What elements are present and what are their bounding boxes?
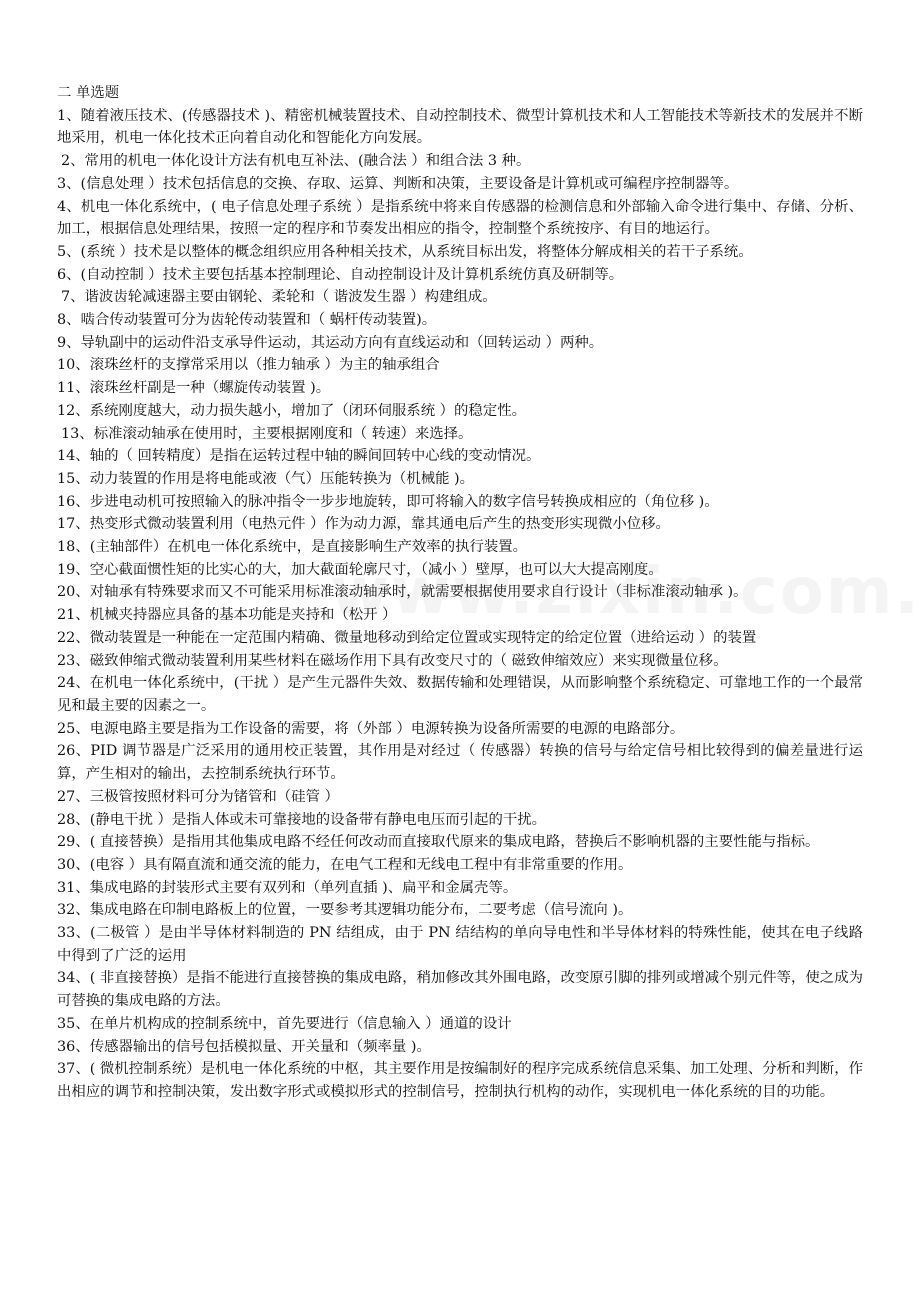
question-item: 14、轴的（ 回转精度）是指在运转过程中轴的瞬间回转中心线的变动情况。 (57, 448, 541, 465)
question-item: 29、( 直接替换）是指用其他集成电路不经任何改动而直接取代原来的集成电路，替换后不影响机器的主要性能与指标。 (57, 834, 820, 851)
question-item: 9、导轨副中的运动件沿支承导件运动，其运动方向有直线运动和（回转运动 ）两种。 (57, 334, 604, 351)
question-item: 20、对轴承有特殊要求而又不可能采用标准滚动轴承时，就需要根据使用要求自行设计（非标准滚动轴承 )。 (57, 584, 748, 601)
question-item: 17、热变形式微动装置利用（电热元件 ）作为动力源，靠其通电后产生的热变形实现微小位移。 (57, 516, 670, 533)
question-item: 18、(主轴部件）在机电一体化系统中，是直接影响生产效率的执行装置。 (57, 539, 528, 556)
question-item: 28、(静电干扰 ）是指人体或未可靠接地的设备带有静电电压而引起的干扰。 (57, 811, 547, 828)
question-item: 8、啮合传动装置可分为齿轮传动装置和（ 蜗杆传动装置)。 (57, 312, 437, 329)
question-item: 24、在机电一体化系统中，(干扰 ）是产生元器件失效、数据传输和处理错误，从而影响整个系统稳定、可靠地工作的一个最常见和最主要的因素之一。 (57, 675, 863, 714)
question-item: 34、( 非直接替换）是指不能进行直接替换的集成电路，稍加修改其外围电路，改变原引脚的排列或增减个别元件等，使之成为可替换的集成电路的方法。 (57, 970, 863, 1010)
question-item: 12、系统刚度越大，动力损失越小，增加了（闭环伺服系统 ）的稳定性。 (57, 402, 526, 419)
question-item: 5、(系统 ）技术是以整体的概念组织应用各种相关技术，从系统目标出发，将整体分解成相关的若干子系统。 (57, 243, 753, 260)
question-item: 21、机械夹持器应具备的基本功能是夹持和（松开 ） (57, 607, 397, 624)
question-item: 7、谐波齿轮减速器主要由钢轮、柔轮和（ 谐波发生器 ）构建组成。 (61, 289, 497, 306)
question-item: 1、随着液压技术、(传感器技术 )、精密机械装置技术、自动控制技术、微型计算机技术和人工智能技术等新技术的发展并不断地采用，机电一体化技术正向着自动化和智能化方向发展。 (57, 107, 863, 147)
question-item: 26、PID 调节器是广泛采用的通用校正装置，其作用是对经过（ 传感器）转换的信号与给定信号相比较得到的偏差量进行运算，产生相对的输出，去控制系统执行环节。 (57, 743, 863, 783)
question-item: 30、(电容 ）具有隔直流和通交流的能力，在电气工程和无线电工程中有非常重要的作用。 (57, 856, 633, 873)
question-item: 23、磁致伸缩式微动装置利用某些材料在磁场作用下具有改变尺寸的（ 磁致伸缩效应）来实现微量位移。 (57, 652, 728, 669)
question-item: 25、电源电路主要是指为工作设备的需要，将（外部 ）电源转换为设备所需要的电源的电路部分。 (57, 720, 685, 737)
question-item: 36、传感器输出的信号包括模拟量、开关量和（频率量 )。 (57, 1038, 431, 1055)
question-item: 3、(信息处理 ）技术包括信息的交换、存取、运算、判断和决策，主要设备是计算机或可编程序控制器等。 (57, 175, 739, 192)
question-item: 4、机电一体化系统中，( 电子信息处理子系统 ）是指系统中将来自传感器的检测信息和外部输入命令进行集中、存储、分析、加工，根据信息处理结果，按照一定的程序和节奏发出相应的指令，控制整个系统按序、有目的地运行。 (57, 198, 863, 238)
section-title: 二 单选题 (57, 85, 120, 101)
question-item: 10、滚珠丝杆的支撑常采用以（推力轴承 ）为主的轴承组合 (57, 357, 440, 374)
question-item: 19、空心截面惯性矩的比实心的大，加大截面轮廓尺寸，（减小 ）壁厚，也可以大大提高刚度。 (57, 561, 663, 578)
question-item: 37、( 微机控制系统）是机电一体化系统的中枢，其主要作用是按编制好的程序完成系统信息采集、加工处理、分析和判断，作出相应的调节和控制决策，发出数字形式或模拟形式的控制信号，控制执行机构的动作，实现机电一体化系统的目的功能。 (57, 1061, 863, 1100)
question-item: 32、集成电路在印制电路板上的位置，一要参考其逻辑功能分布，二要考虑（信号流向 )。 (57, 902, 633, 919)
question-item: 15、动力装置的作用是将电能或液（气）压能转换为（机械能 )。 (57, 470, 475, 487)
question-item: 31、集成电路的封装形式主要有双列和（单列直插 )、扁平和金属壳等。 (57, 879, 518, 896)
question-item: 13、标准滚动轴承在使用时，主要根据刚度和（ 转速）来选择。 (61, 425, 473, 442)
question-item: 16、步进电动机可按照输入的脉冲指令一步步地旋转，即可将输入的数字信号转换成相应的（角位移 )。 (57, 493, 719, 510)
question-item: 11、滚珠丝杆副是一种（螺旋传动装置 )。 (57, 380, 331, 397)
question-item: 33、(二极管 ）是由半导体材料制造的 PN 结组成，由于 PN 结结构的单向导电性和半导体材料的特殊性能，使其在电子线路中得到了广泛的运用 (57, 925, 863, 964)
question-item: 27、三极管按照材料可分为锗管和（硅管 ） (57, 788, 339, 805)
question-item: 22、微动装置是一种能在一定范围内精确、微量地移动到给定位置或实现特定的给定位置（进给运动 ）的装置 (57, 629, 757, 646)
question-item: 35、在单片机构成的控制系统中，首先要进行（信息输入 ）通道的设计 (57, 1015, 512, 1032)
question-item: 6、(自动控制 ）技术主要包括基本控制理论、自动控制设计及计算机系统仿真及研制等。 (57, 266, 624, 283)
document-body (57, 82, 863, 1104)
question-item: 2、常用的机电一体化设计方法有机电互补法、(融合法 ）和组合法 3 种。 (61, 153, 531, 170)
